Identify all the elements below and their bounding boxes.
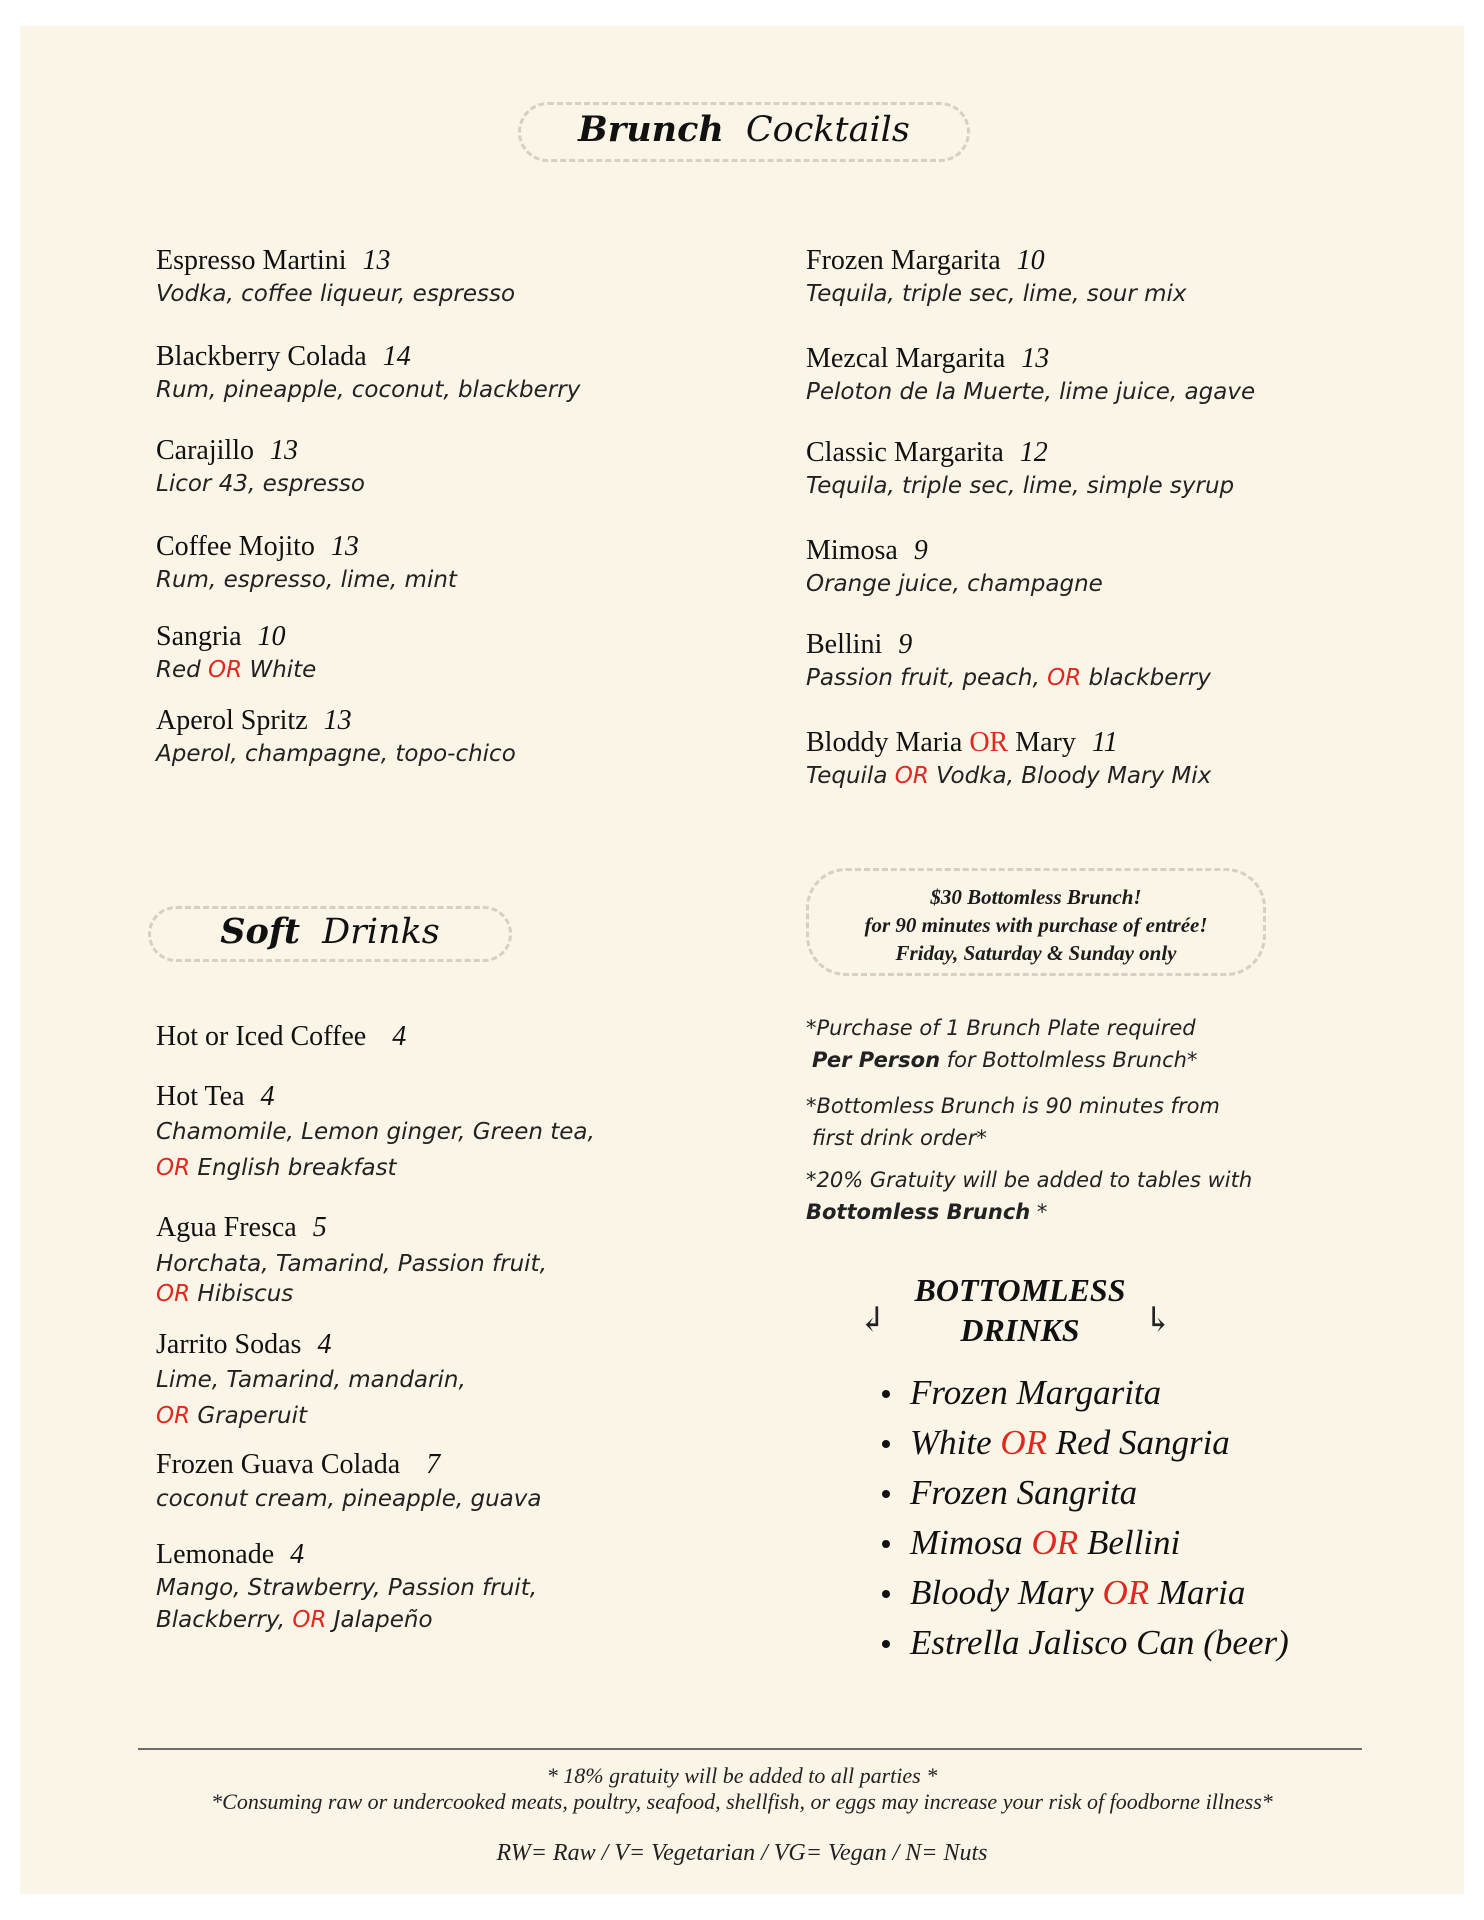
menu-item: Mimosa 9 Orange juice, champagne [806, 535, 1103, 597]
menu-item: Jarrito Sodas 4 Lime, Tamarind, mandarin, OR Graperuit [156, 1329, 466, 1429]
curved-arrow-left-icon: ↲ [858, 1300, 887, 1340]
list-item: Mimosa OR Bellini [882, 1518, 1289, 1568]
menu-item: Frozen Margarita 10 Tequila, triple sec, lime, sour mix [806, 245, 1187, 307]
list-item: Frozen Sangrita [882, 1468, 1289, 1518]
menu-item: Hot Tea 4 Chamomile, Lemon ginger, Green tea, OR English breakfast [156, 1081, 595, 1181]
menu-item: Espresso Martini 13 Vodka, coffee liqueur, espresso [156, 245, 516, 307]
menu-item: Hot or Iced Coffee 4 [156, 1021, 407, 1052]
menu-item: Classic Margarita 12 Tequila, triple sec, lime, simple syrup [806, 437, 1235, 499]
menu-item: Mezcal Margarita 13 Peloton de la Muerte, lime juice, agave [806, 343, 1256, 405]
note-brunch-plate: *Purchase of 1 Brunch Plate required Per Person for Bottolmless Brunch* [806, 1016, 1198, 1072]
soft-title-a: Soft [220, 911, 301, 952]
bottomless-drinks-title: BOTTOMLESS DRINKS [914, 1272, 1126, 1348]
footer-divider [138, 1748, 1362, 1750]
list-item: Frozen Margarita [882, 1368, 1289, 1418]
menu-item: Lemonade 4 Mango, Strawberry, Passion fruit, Blackberry, OR Jalapeño [156, 1539, 538, 1633]
brunch-title-a: Brunch [578, 109, 724, 150]
curved-arrow-right-icon: ↳ [1144, 1300, 1173, 1340]
promo-line-1: $30 Bottomless Brunch! [930, 885, 1142, 909]
footer-legend: RW= Raw / V= Vegetarian / VG= Vegan / N= Nuts [496, 1840, 988, 1866]
menu-item: Blackberry Colada 14 Rum, pineapple, coconut, blackberry [156, 341, 581, 403]
brunch-cocktails-header [518, 102, 970, 162]
soft-title-b: Drinks [322, 912, 440, 952]
bottomless-drinks-list [882, 1368, 1289, 1668]
note-gratuity: *20% Gratuity will be added to tables with Bottomless Brunch * [806, 1168, 1253, 1224]
promo-line-2: for 90 minutes with purchase of entrée! [864, 913, 1208, 937]
promo-line-3: Friday, Saturday & Sunday only [895, 941, 1177, 965]
menu-item: Carajillo 13 Licor 43, espresso [156, 435, 365, 497]
menu-item: Sangria 10 Red OR White [156, 621, 317, 683]
list-item: Estrella Jalisco Can (beer) [882, 1618, 1289, 1668]
bottomless-promo-box [806, 868, 1266, 976]
list-item: White OR Red Sangria [882, 1418, 1289, 1468]
menu-item: Bloddy Maria OR Mary 11 Tequila OR Vodka, Bloody Mary Mix [806, 727, 1212, 789]
menu-item: Agua Fresca 5 Horchata, Tamarind, Passion fruit, OR Hibiscus [156, 1212, 547, 1307]
note-90-minutes: *Bottomless Brunch is 90 minutes from first drink order* [806, 1094, 1220, 1150]
brunch-title-b: Cocktails [745, 110, 910, 150]
footer-food-warning: *Consuming raw or undercooked meats, poultry, seafood, shellfish, or eggs may increase your risk of foodborne illness* [211, 1789, 1273, 1814]
list-item: Bloody Mary OR Maria [882, 1568, 1289, 1618]
menu-item: Bellini 9 Passion fruit, peach, OR blackberry [806, 629, 1211, 691]
menu-item: Frozen Guava Colada 7 coconut cream, pineapple, guava [156, 1449, 542, 1512]
soft-drinks-header [148, 906, 512, 962]
menu-item: Aperol Spritz 13 Aperol, champagne, topo-chico [156, 705, 516, 767]
menu-item: Coffee Mojito 13 Rum, espresso, lime, mint [156, 531, 457, 593]
footer-gratuity: * 18% gratuity will be added to all parties * [546, 1763, 938, 1788]
